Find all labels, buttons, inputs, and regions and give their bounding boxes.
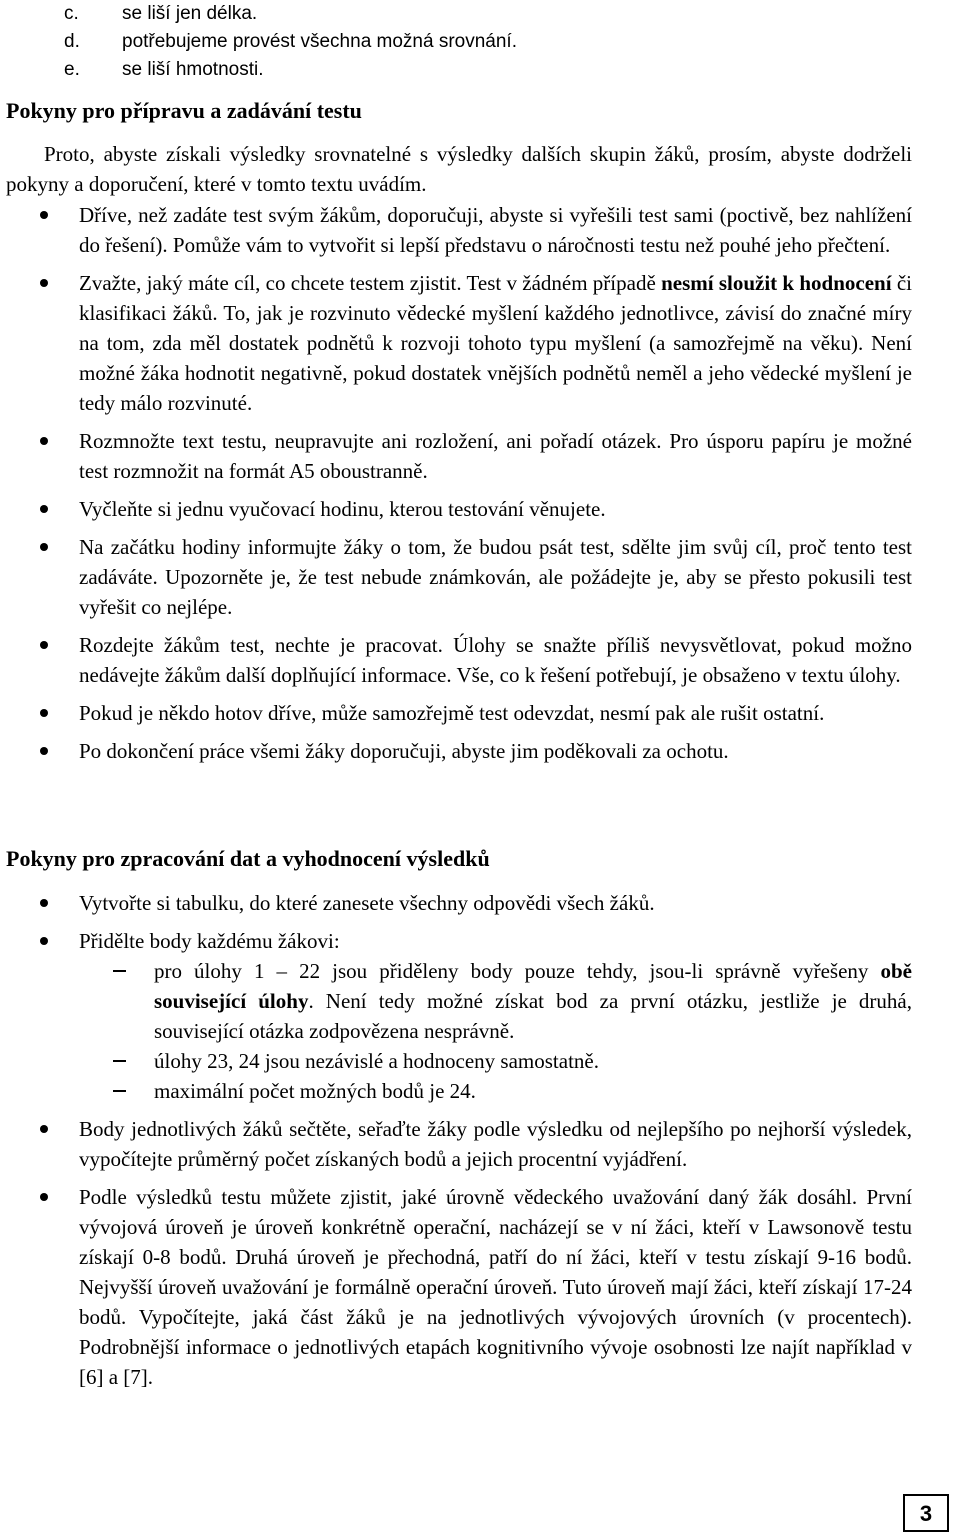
section-heading-evaluation: Pokyny pro zpracování dat a vyhodnocení výsledků [6, 846, 490, 871]
bullet-icon [40, 437, 48, 445]
list-item [0, 630, 912, 690]
sub-list-item [79, 956, 912, 1046]
list-item [0, 926, 912, 1106]
option-letter: d. [64, 31, 80, 52]
bullet-icon [40, 505, 48, 513]
list-item-bold: nesmí sloužit k hodnocení [661, 271, 892, 295]
list-item-text: Vytvořte si tabulku, do které zanesete všechny odpovědi všech žáků. [79, 891, 655, 915]
sub-list-item [79, 1046, 912, 1076]
list-item [0, 1114, 912, 1174]
sub-list-item-text: . Není tedy možné získat bod za první otázku, jestliže je druhá, související otázka zodpovězena nesprávně. [154, 989, 912, 1043]
list-item [0, 532, 912, 622]
bullet-icon [40, 747, 48, 755]
list-item [0, 268, 912, 418]
list-item-text: Po dokončení práce všemi žáky doporučuji, abyste jim poděkovali za ochotu. [79, 739, 729, 763]
list-item [0, 736, 912, 766]
option-text: potřebujeme provést všechna možná srovnání. [122, 31, 517, 52]
bullet-icon [40, 709, 48, 717]
page-number: 3 [903, 1494, 949, 1532]
intro-text: Proto, abyste získali výsledky srovnatelné s výsledky dalších skupin žáků, prosím, abyste dodrželi pokyny a doporučení, které v tomto textu uvádím. [6, 142, 912, 196]
sub-list-item-bold: obě související úlohy [154, 959, 912, 1013]
option-text: se liší hmotnosti. [122, 59, 264, 80]
list-item-text: Rozmnožte text testu, neupravujte ani rozložení, ani pořadí otázek. Pro úsporu papíru je možné test rozmnožit na formát A5 oboustranně. [79, 429, 912, 483]
list-item-text: Vyčleňte si jednu vyučovací hodinu, kterou testování věnujete. [79, 497, 606, 521]
bullet-icon [40, 211, 48, 219]
list-item-text: Podle výsledků testu můžete zjistit, jaké úrovně vědeckého uvažování daný žák dosáhl. První vývojová úroveň je úroveň konkrétně operační, nacházejí se v ní žáci, kteří v Lawsonově testu získají 0-8 bodů. Druhá úroveň je přechodná, patří do ní žáci, kteří v testu získají 9-16 bodů. Nejvyšší úroveň uvažování je formálně operační úroveň. Tuto úroveň mají žáci, kteří získají 17-24 bodů. Vypočítejte, jaká část žáků je na jednotlivých vývojových úrovních (v procentech). Podrobnější informace o jednotlivých etapách kognitivního vývoje osobnosti lze najít například v [6] a [7]. [79, 1185, 912, 1389]
evaluation-bullet-list [0, 888, 912, 1392]
bullet-icon [40, 1193, 48, 1201]
list-item [0, 1182, 912, 1392]
bullet-icon [40, 543, 48, 551]
sub-list-item [79, 1076, 912, 1106]
scoring-sub-list [79, 956, 912, 1106]
list-item [0, 888, 912, 918]
preparation-bullet-list [0, 200, 912, 766]
list-item-text: Zvažte, jaký máte cíl, co chcete testem zjistit. Test v žádném případě [79, 271, 662, 295]
list-item [0, 200, 912, 260]
list-item [0, 698, 912, 728]
list-item-text: Dříve, než zadáte test svým žákům, doporučuji, abyste si vyřešili test sami (poctivě, bez nahlížení do řešení). Pomůže vám to vytvořit si lepší představu o náročnosti testu než pouhé jeho přečtení. [79, 203, 912, 257]
list-item [0, 494, 912, 524]
dash-icon [113, 970, 126, 972]
bullet-icon [40, 279, 48, 287]
list-item-text: Pokud je někdo hotov dříve, může samozřejmě test odevzdat, nesmí pak ale rušit ostatní. [79, 701, 825, 725]
bullet-icon [40, 937, 48, 945]
sub-list-item-text: pro úlohy 1 – 22 jsou přiděleny body pouze tehdy, jsou-li správně vyřešeny [154, 959, 881, 983]
bullet-icon [40, 899, 48, 907]
sub-list-item-text: úlohy 23, 24 jsou nezávislé a hodnoceny samostatně. [154, 1049, 599, 1073]
dash-icon [113, 1090, 126, 1092]
list-item-text: Rozdejte žákům test, nechte je pracovat. Úlohy se snažte příliš nevysvětlovat, pokud možno nedávejte žákům další doplňující informace. Vše, co k řešení potřebují, je obsaženo v textu úlohy. [79, 633, 912, 687]
list-item-text: Na začátku hodiny informujte žáky o tom, že budou psát test, sdělte jim svůj cíl, proč tento test zadáváte. Upozorněte je, že test nebude známkován, ale požádejte je, aby se přesto pokusili test vyřešit co nejlépe. [79, 535, 912, 619]
option-letter: e. [64, 59, 80, 80]
option-text: se liší jen délka. [122, 3, 258, 24]
section-heading-preparation: Pokyny pro přípravu a zadávání testu [6, 98, 362, 123]
list-item-text: Body jednotlivých žáků sečtěte, seřaďte žáky podle výsledku od nejlepšího po nejhorší výsledek, vypočítejte průměrný počet získaných bodů a jejich procentní vyjádření. [79, 1117, 912, 1171]
list-item [0, 426, 912, 486]
dash-icon [113, 1060, 126, 1062]
list-item-text: či klasifikaci žáků. To, jak je rozvinuto vědecké myšlení každého jednotlivce, závisí do značné míry na tom, zda měl dostatek podnětů k rozvoji tohoto typu myšlení (a samozřejmě na věku). Není možné žáka hodnotit negativně, pokud dostatek vnějších podnětů neměl a jeho vědecké myšlení je tedy málo rozvinuté. [79, 271, 913, 415]
bullet-icon [40, 1125, 48, 1133]
option-letter: c. [64, 3, 79, 24]
sub-list-item-text: maximální počet možných bodů je 24. [154, 1079, 476, 1103]
list-item-text: Přidělte body každému žákovi: [79, 929, 340, 953]
bullet-icon [40, 641, 48, 649]
intro-paragraph [6, 139, 912, 199]
